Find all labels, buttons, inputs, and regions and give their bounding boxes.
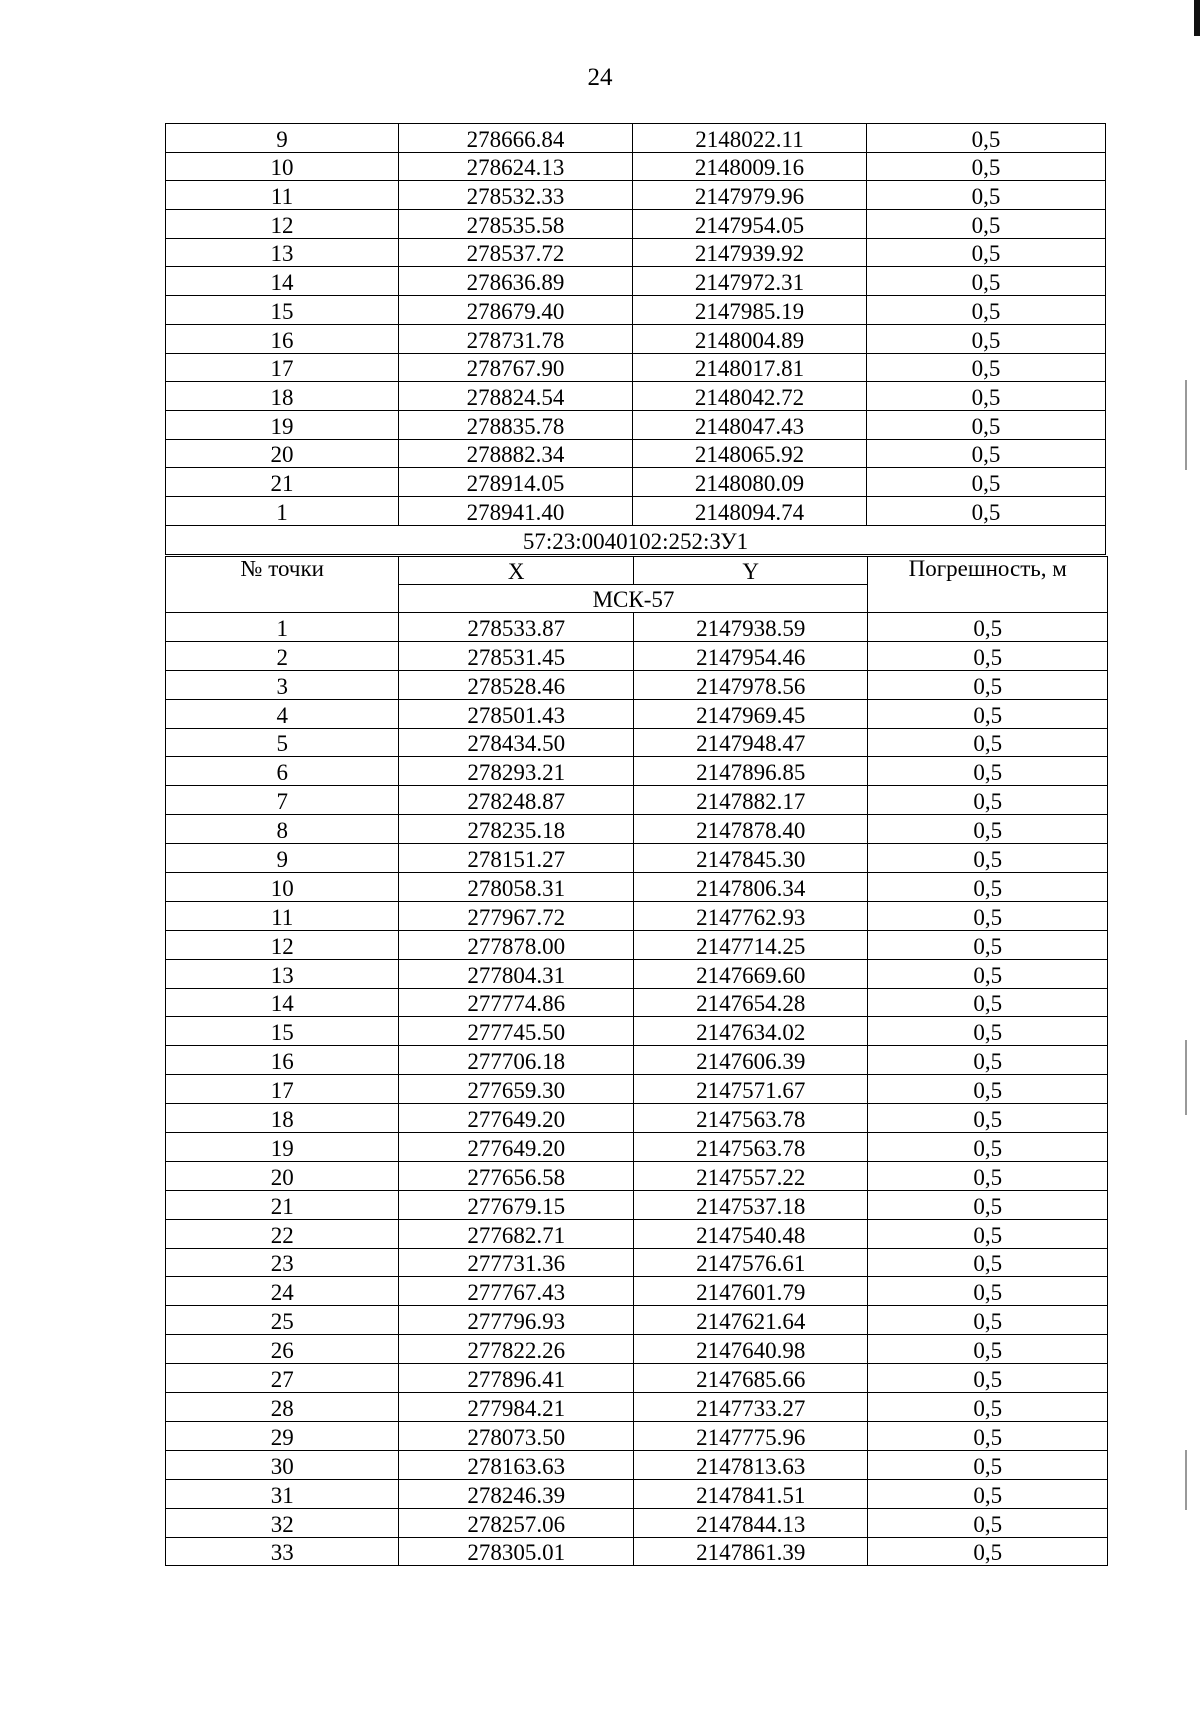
x-coordinate-cell: 277822.26 <box>399 1335 633 1364</box>
point-number-cell: 20 <box>166 1161 399 1190</box>
error-cell: 0,5 <box>868 930 1108 959</box>
x-coordinate-cell: 277745.50 <box>399 1017 633 1046</box>
error-cell: 0,5 <box>867 181 1106 210</box>
x-coordinate-cell: 277656.58 <box>399 1161 633 1190</box>
x-coordinate-cell: 278824.54 <box>399 382 633 411</box>
x-coordinate-cell: 278151.27 <box>399 844 633 873</box>
error-cell: 0,5 <box>868 1104 1108 1133</box>
point-number-cell: 18 <box>166 382 399 411</box>
table-row <box>166 670 1108 699</box>
error-cell: 0,5 <box>868 1219 1108 1248</box>
point-number-cell: 24 <box>166 1277 399 1306</box>
table-row <box>166 728 1108 757</box>
y-coordinate-cell: 2147954.05 <box>633 210 867 239</box>
x-coordinate-cell: 278528.46 <box>399 670 633 699</box>
table-row <box>166 1104 1108 1133</box>
point-number-cell: 30 <box>166 1450 399 1479</box>
x-coordinate-cell: 277659.30 <box>399 1075 633 1104</box>
x-coordinate-cell: 278914.05 <box>399 468 633 497</box>
x-coordinate-cell: 277731.36 <box>399 1248 633 1277</box>
error-cell: 0,5 <box>868 1075 1108 1104</box>
point-number-cell: 25 <box>166 1306 399 1335</box>
table-row <box>166 1335 1108 1364</box>
x-coordinate-cell: 277767.43 <box>399 1277 633 1306</box>
y-coordinate-cell: 2147557.22 <box>633 1161 867 1190</box>
x-coordinate-cell: 277649.20 <box>399 1104 633 1133</box>
x-coordinate-cell: 278666.84 <box>399 124 633 153</box>
y-coordinate-cell: 2147601.79 <box>633 1277 867 1306</box>
table-row <box>166 844 1108 873</box>
error-cell: 0,5 <box>867 124 1106 153</box>
error-cell: 0,5 <box>868 1277 1108 1306</box>
header-error: Погрешность, м <box>868 557 1108 613</box>
y-coordinate-cell: 2147537.18 <box>633 1190 867 1219</box>
error-cell: 0,5 <box>868 1133 1108 1162</box>
y-coordinate-cell: 2147563.78 <box>633 1104 867 1133</box>
table-row <box>166 1508 1108 1537</box>
point-number-cell: 17 <box>166 1075 399 1104</box>
table-row <box>166 1017 1108 1046</box>
point-number-cell: 21 <box>166 468 399 497</box>
error-cell: 0,5 <box>867 324 1106 353</box>
point-number-cell: 9 <box>166 844 399 873</box>
y-coordinate-cell: 2147576.61 <box>633 1248 867 1277</box>
header-x: X <box>399 557 633 585</box>
error-cell: 0,5 <box>867 439 1106 468</box>
table-row <box>166 496 1106 525</box>
table-row <box>166 930 1108 959</box>
point-number-cell: 32 <box>166 1508 399 1537</box>
y-coordinate-cell: 2147841.51 <box>633 1479 867 1508</box>
y-coordinate-cell: 2147954.46 <box>633 641 867 670</box>
table-row <box>166 1421 1108 1450</box>
table-row <box>166 1450 1108 1479</box>
error-cell: 0,5 <box>868 1190 1108 1219</box>
point-number-cell: 3 <box>166 670 399 699</box>
error-cell: 0,5 <box>868 1421 1108 1450</box>
table-row <box>166 699 1108 728</box>
table-row <box>166 382 1106 411</box>
point-number-cell: 20 <box>166 439 399 468</box>
point-number-cell: 14 <box>166 988 399 1017</box>
point-number-cell: 26 <box>166 1335 399 1364</box>
table-row <box>166 1133 1108 1162</box>
x-coordinate-cell: 278532.33 <box>399 181 633 210</box>
x-coordinate-cell: 277896.41 <box>399 1364 633 1393</box>
error-cell: 0,5 <box>868 613 1108 642</box>
coordinates-table-continued <box>165 123 1106 555</box>
coordinates-table <box>165 556 1108 1566</box>
error-cell: 0,5 <box>868 728 1108 757</box>
cadastral-row <box>166 525 1106 554</box>
error-cell: 0,5 <box>868 959 1108 988</box>
table-row <box>166 238 1106 267</box>
table-row <box>166 1479 1108 1508</box>
table-row <box>166 267 1106 296</box>
x-coordinate-cell: 278501.43 <box>399 699 633 728</box>
point-number-cell: 6 <box>166 757 399 786</box>
x-coordinate-cell: 278636.89 <box>399 267 633 296</box>
point-number-cell: 16 <box>166 324 399 353</box>
coordinates-table-body <box>166 124 1106 526</box>
y-coordinate-cell: 2148017.81 <box>633 353 867 382</box>
x-coordinate-cell: 278535.58 <box>399 210 633 239</box>
point-number-cell: 11 <box>166 901 399 930</box>
x-coordinate-cell: 278163.63 <box>399 1450 633 1479</box>
table-row <box>166 210 1106 239</box>
point-number-cell: 12 <box>166 930 399 959</box>
x-coordinate-cell: 277804.31 <box>399 959 633 988</box>
y-coordinate-cell: 2147896.85 <box>633 757 867 786</box>
point-number-cell: 4 <box>166 699 399 728</box>
error-cell: 0,5 <box>867 210 1106 239</box>
table-row <box>166 757 1108 786</box>
y-coordinate-cell: 2147606.39 <box>633 1046 867 1075</box>
x-coordinate-cell: 278533.87 <box>399 613 633 642</box>
y-coordinate-cell: 2147948.47 <box>633 728 867 757</box>
point-number-cell: 22 <box>166 1219 399 1248</box>
y-coordinate-cell: 2147762.93 <box>633 901 867 930</box>
y-coordinate-cell: 2147685.66 <box>633 1364 867 1393</box>
y-coordinate-cell: 2147775.96 <box>633 1421 867 1450</box>
y-coordinate-cell: 2147621.64 <box>633 1306 867 1335</box>
x-coordinate-cell: 278767.90 <box>399 353 633 382</box>
y-coordinate-cell: 2148009.16 <box>633 152 867 181</box>
table-row <box>166 613 1108 642</box>
x-coordinate-cell: 277682.71 <box>399 1219 633 1248</box>
error-cell: 0,5 <box>868 699 1108 728</box>
y-coordinate-cell: 2147938.59 <box>633 613 867 642</box>
y-coordinate-cell: 2147939.92 <box>633 238 867 267</box>
x-coordinate-cell: 278679.40 <box>399 296 633 325</box>
margin-dash-line <box>1185 1040 1187 1115</box>
table-header-row <box>166 557 1108 585</box>
y-coordinate-cell: 2147669.60 <box>633 959 867 988</box>
table-row <box>166 468 1106 497</box>
error-cell: 0,5 <box>867 496 1106 525</box>
y-coordinate-cell: 2147654.28 <box>633 988 867 1017</box>
error-cell: 0,5 <box>868 1364 1108 1393</box>
margin-dash-line <box>1185 380 1187 470</box>
y-coordinate-cell: 2147878.40 <box>633 815 867 844</box>
x-coordinate-cell: 278073.50 <box>399 1421 633 1450</box>
table-row <box>166 324 1106 353</box>
table-row <box>166 1161 1108 1190</box>
table-row <box>166 124 1106 153</box>
y-coordinate-cell: 2147861.39 <box>633 1537 867 1566</box>
error-cell: 0,5 <box>867 468 1106 497</box>
y-coordinate-cell: 2147634.02 <box>633 1017 867 1046</box>
x-coordinate-cell: 278305.01 <box>399 1537 633 1566</box>
y-coordinate-cell: 2148004.89 <box>633 324 867 353</box>
error-cell: 0,5 <box>868 1046 1108 1075</box>
page-number: 24 <box>587 64 613 91</box>
error-cell: 0,5 <box>868 1508 1108 1537</box>
x-coordinate-cell: 278058.31 <box>399 873 633 902</box>
y-coordinate-cell: 2147813.63 <box>633 1450 867 1479</box>
point-number-cell: 11 <box>166 181 399 210</box>
x-coordinate-cell: 277796.93 <box>399 1306 633 1335</box>
x-coordinate-cell: 277774.86 <box>399 988 633 1017</box>
error-cell: 0,5 <box>868 815 1108 844</box>
y-coordinate-cell: 2147733.27 <box>633 1393 867 1422</box>
y-coordinate-cell: 2147563.78 <box>633 1133 867 1162</box>
error-cell: 0,5 <box>868 670 1108 699</box>
table-row <box>166 1364 1108 1393</box>
header-coordinate-system: МСК-57 <box>399 585 868 613</box>
x-coordinate-cell: 278624.13 <box>399 152 633 181</box>
y-coordinate-cell: 2148065.92 <box>633 439 867 468</box>
y-coordinate-cell: 2148094.74 <box>633 496 867 525</box>
y-coordinate-cell: 2147979.96 <box>633 181 867 210</box>
point-number-cell: 10 <box>166 873 399 902</box>
point-number-cell: 5 <box>166 728 399 757</box>
point-number-cell: 1 <box>166 496 399 525</box>
table-row <box>166 439 1106 468</box>
error-cell: 0,5 <box>868 1306 1108 1335</box>
table-row <box>166 641 1108 670</box>
y-coordinate-cell: 2147985.19 <box>633 296 867 325</box>
table-row <box>166 1277 1108 1306</box>
x-coordinate-cell: 278941.40 <box>399 496 633 525</box>
y-coordinate-cell: 2147714.25 <box>633 930 867 959</box>
x-coordinate-cell: 277679.15 <box>399 1190 633 1219</box>
point-number-cell: 33 <box>166 1537 399 1566</box>
point-number-cell: 19 <box>166 1133 399 1162</box>
y-coordinate-cell: 2147806.34 <box>633 873 867 902</box>
table-row <box>166 296 1106 325</box>
error-cell: 0,5 <box>868 1537 1108 1566</box>
table-row <box>166 1537 1108 1566</box>
point-number-cell: 10 <box>166 152 399 181</box>
margin-dash-line <box>1185 1450 1187 1510</box>
point-number-cell: 7 <box>166 786 399 815</box>
error-cell: 0,5 <box>868 1393 1108 1422</box>
table-row <box>166 959 1108 988</box>
point-number-cell: 1 <box>166 613 399 642</box>
point-number-cell: 29 <box>166 1421 399 1450</box>
error-cell: 0,5 <box>868 844 1108 873</box>
coordinates-table-body <box>166 613 1108 1566</box>
error-cell: 0,5 <box>867 382 1106 411</box>
point-number-cell: 21 <box>166 1190 399 1219</box>
point-number-cell: 18 <box>166 1104 399 1133</box>
point-number-cell: 23 <box>166 1248 399 1277</box>
table-row <box>166 1075 1108 1104</box>
x-coordinate-cell: 278293.21 <box>399 757 633 786</box>
x-coordinate-cell: 278248.87 <box>399 786 633 815</box>
x-coordinate-cell: 278434.50 <box>399 728 633 757</box>
point-number-cell: 14 <box>166 267 399 296</box>
point-number-cell: 28 <box>166 1393 399 1422</box>
y-coordinate-cell: 2148042.72 <box>633 382 867 411</box>
point-number-cell: 2 <box>166 641 399 670</box>
x-coordinate-cell: 278835.78 <box>399 410 633 439</box>
x-coordinate-cell: 277878.00 <box>399 930 633 959</box>
point-number-cell: 8 <box>166 815 399 844</box>
y-coordinate-cell: 2147571.67 <box>633 1075 867 1104</box>
table-row <box>166 181 1106 210</box>
table-row <box>166 815 1108 844</box>
x-coordinate-cell: 278235.18 <box>399 815 633 844</box>
point-number-cell: 15 <box>166 296 399 325</box>
point-number-cell: 19 <box>166 410 399 439</box>
table-row <box>166 353 1106 382</box>
x-coordinate-cell: 277984.21 <box>399 1393 633 1422</box>
x-coordinate-cell: 278531.45 <box>399 641 633 670</box>
error-cell: 0,5 <box>868 786 1108 815</box>
error-cell: 0,5 <box>867 238 1106 267</box>
point-number-cell: 15 <box>166 1017 399 1046</box>
y-coordinate-cell: 2147540.48 <box>633 1219 867 1248</box>
error-cell: 0,5 <box>868 901 1108 930</box>
error-cell: 0,5 <box>868 757 1108 786</box>
error-cell: 0,5 <box>868 1017 1108 1046</box>
y-coordinate-cell: 2147969.45 <box>633 699 867 728</box>
table-row <box>166 1248 1108 1277</box>
y-coordinate-cell: 2148022.11 <box>633 124 867 153</box>
error-cell: 0,5 <box>868 1479 1108 1508</box>
x-coordinate-cell: 277649.20 <box>399 1133 633 1162</box>
point-number-cell: 16 <box>166 1046 399 1075</box>
x-coordinate-cell: 278257.06 <box>399 1508 633 1537</box>
point-number-cell: 17 <box>166 353 399 382</box>
error-cell: 0,5 <box>868 1161 1108 1190</box>
header-y: Y <box>633 557 867 585</box>
scan-edge-mark <box>1194 0 1200 36</box>
x-coordinate-cell: 277706.18 <box>399 1046 633 1075</box>
point-number-cell: 13 <box>166 238 399 267</box>
cadastral-number: 57:23:0040102:252:ЗУ1 <box>166 525 1106 554</box>
table-row <box>166 410 1106 439</box>
point-number-cell: 13 <box>166 959 399 988</box>
error-cell: 0,5 <box>867 296 1106 325</box>
error-cell: 0,5 <box>867 267 1106 296</box>
table-row <box>166 901 1108 930</box>
point-number-cell: 9 <box>166 124 399 153</box>
error-cell: 0,5 <box>868 1335 1108 1364</box>
table-row <box>166 1219 1108 1248</box>
point-number-cell: 31 <box>166 1479 399 1508</box>
table-row <box>166 152 1106 181</box>
table-row <box>166 1306 1108 1335</box>
error-cell: 0,5 <box>867 353 1106 382</box>
error-cell: 0,5 <box>868 1450 1108 1479</box>
error-cell: 0,5 <box>868 1248 1108 1277</box>
x-coordinate-cell: 278882.34 <box>399 439 633 468</box>
y-coordinate-cell: 2147972.31 <box>633 267 867 296</box>
error-cell: 0,5 <box>867 410 1106 439</box>
point-number-cell: 27 <box>166 1364 399 1393</box>
y-coordinate-cell: 2147844.13 <box>633 1508 867 1537</box>
y-coordinate-cell: 2147978.56 <box>633 670 867 699</box>
error-cell: 0,5 <box>868 873 1108 902</box>
error-cell: 0,5 <box>868 988 1108 1017</box>
y-coordinate-cell: 2147882.17 <box>633 786 867 815</box>
table-row <box>166 1393 1108 1422</box>
y-coordinate-cell: 2148047.43 <box>633 410 867 439</box>
header-point-number: № точки <box>166 557 399 613</box>
table-row <box>166 873 1108 902</box>
y-coordinate-cell: 2147640.98 <box>633 1335 867 1364</box>
x-coordinate-cell: 278246.39 <box>399 1479 633 1508</box>
x-coordinate-cell: 278537.72 <box>399 238 633 267</box>
table-row <box>166 786 1108 815</box>
error-cell: 0,5 <box>867 152 1106 181</box>
table-row <box>166 1046 1108 1075</box>
y-coordinate-cell: 2148080.09 <box>633 468 867 497</box>
error-cell: 0,5 <box>868 641 1108 670</box>
x-coordinate-cell: 278731.78 <box>399 324 633 353</box>
table-row <box>166 988 1108 1017</box>
point-number-cell: 12 <box>166 210 399 239</box>
y-coordinate-cell: 2147845.30 <box>633 844 867 873</box>
table-row <box>166 1190 1108 1219</box>
x-coordinate-cell: 277967.72 <box>399 901 633 930</box>
